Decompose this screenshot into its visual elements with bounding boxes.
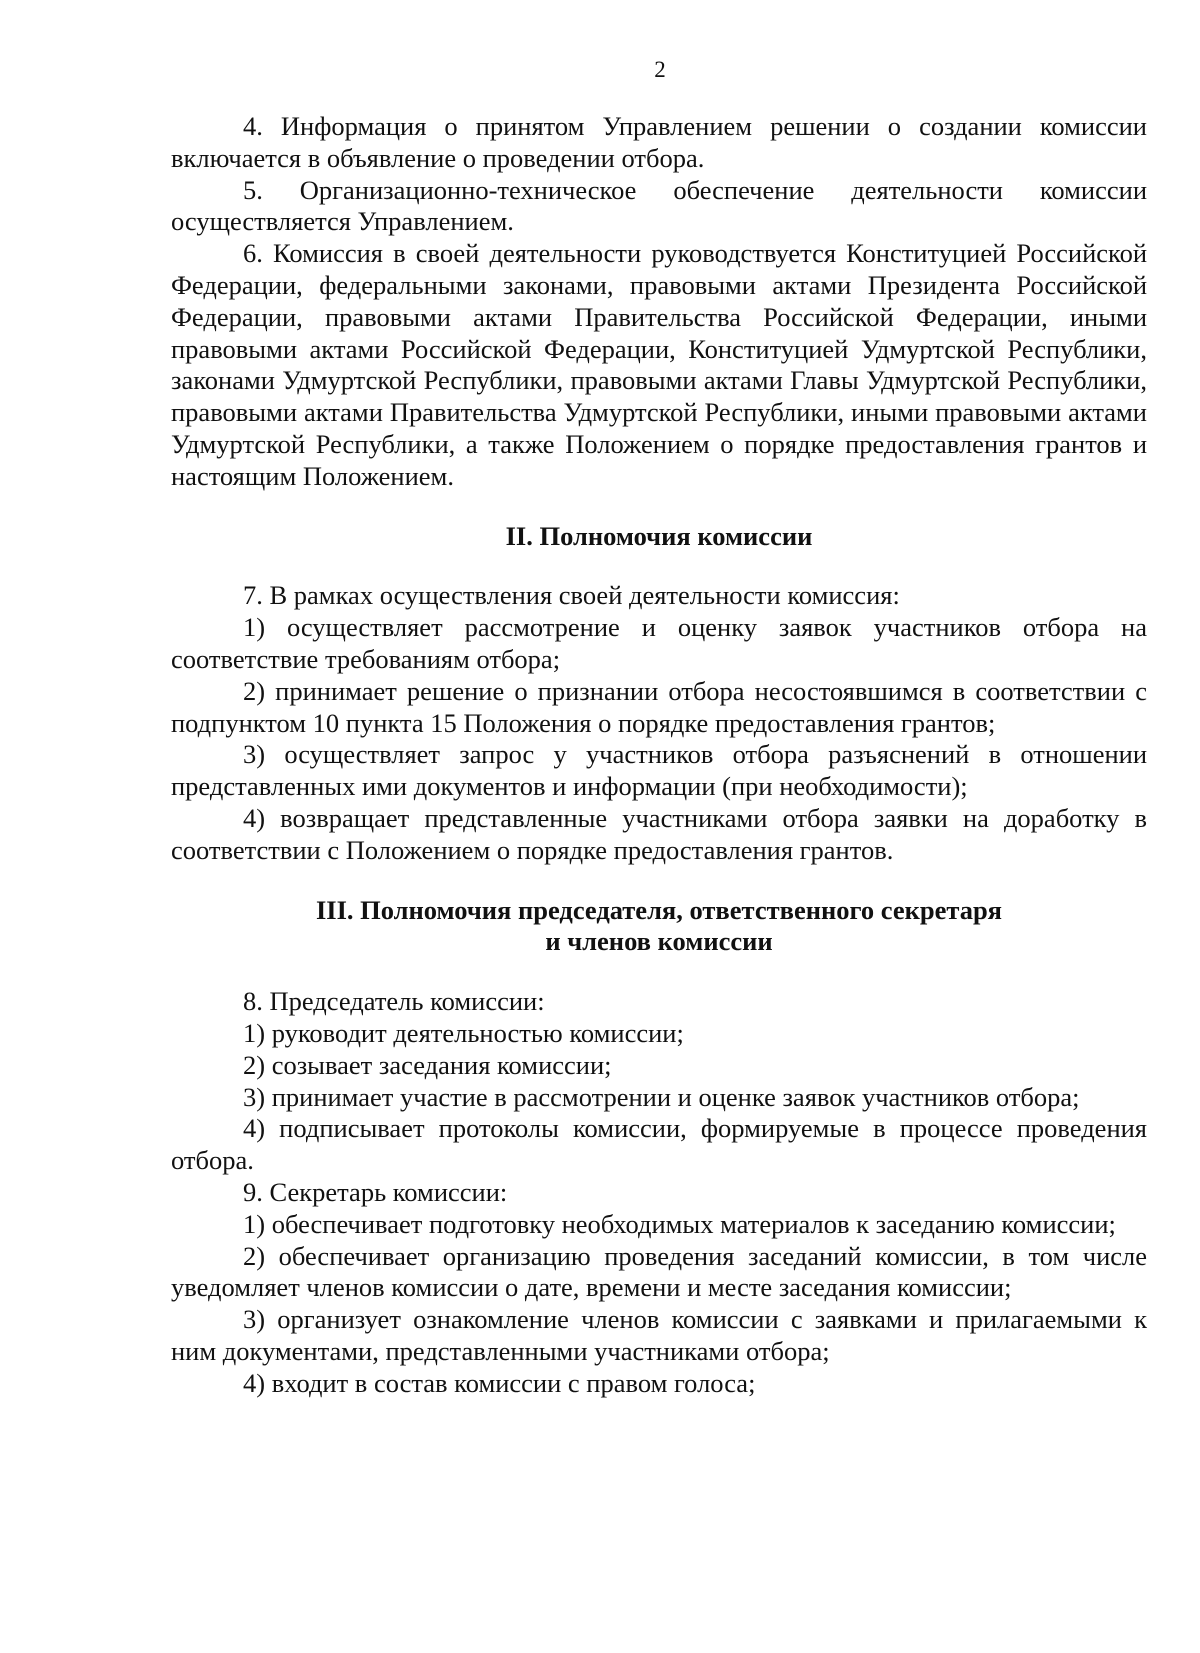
paragraph-item-5: 5. Организационно-техническое обеспечение деятельности комиссии осуществляется Управлением. (171, 174, 1147, 237)
section-heading-line-1: III. Полномочия председателя, ответственного секретаря (315, 894, 1003, 925)
list-item: 3) принимает участие в рассмотрении и оценке заявок участников отбора; (243, 1081, 1080, 1112)
paragraph-item-7: 7. В рамках осуществления своей деятельности комиссия: (243, 580, 900, 611)
list-item: 1) руководит деятельностью комиссии; (243, 1017, 684, 1048)
section-heading-powers-of-commission: II. Полномочия комиссии (505, 520, 813, 551)
list-item: 2) обеспечивает организацию проведения заседаний комиссии, в том числе уведомляет членов комиссии о дате, времени и месте заседания комиссии; (171, 1240, 1147, 1303)
page-number: 2 (654, 57, 666, 82)
section-heading-line-2: и членов комиссии (545, 926, 773, 957)
section-heading-powers-of-chair-secretary-members (171, 895, 1147, 959)
paragraph-item-8: 8. Председатель комиссии: (243, 986, 545, 1017)
list-item: 4) возвращает представленные участниками отбора заявки на доработку в соответствии с Положением о порядке предоставления грантов. (171, 802, 1147, 865)
document-body (171, 111, 1147, 1399)
paragraph-item-4: 4. Информация о принятом Управлением решении о создании комиссии включается в объявление о проведении отбора. (171, 111, 1147, 173)
paragraph-item-9: 9. Секретарь комиссии: (243, 1176, 508, 1207)
list-item: 4) подписывает протоколы комиссии, формируемые в процессе проведения отбора. (171, 1113, 1147, 1176)
list-item: 1) обеспечивает подготовку необходимых материалов к заседанию комиссии; (243, 1208, 1116, 1239)
list-item: 2) принимает решение о признании отбора несостоявшимся в соответствии с подпунктом 10 пункта 15 Положения о порядке предоставления грантов; (171, 675, 1147, 738)
list-item: 3) осуществляет запрос у участников отбора разъяснений в отношении представленных ими документов и информации (при необходимости); (171, 739, 1147, 802)
section-powers-of-chair-secretary-members (171, 986, 1147, 1399)
paragraph-item-6: 6. Комиссия в своей деятельности руководствуется Конституцией Российской Федерации, федеральными законами, правовыми актами Президента Российской Федерации, правовыми актами Правительства Российской Федерации, иными правовыми актами Российской Федерации, Конституцией Удмуртской Республики, законами Удмуртской Республики, правовыми актами Главы Удмуртской Республики, правовыми актами Правительства Удмуртской Республики, иными правовыми актами Удмуртской Республики, а также Положением о порядке предоставления грантов и настоящим Положением. (171, 238, 1147, 491)
list-item: 4) входит в состав комиссии с правом голоса; (243, 1367, 756, 1398)
list-item: 1) осуществляет рассмотрение и оценку заявок участников отбора на соответствие требованиям отбора; (171, 612, 1147, 674)
section-powers-of-commission (171, 580, 1147, 866)
list-item: 3) организует ознакомление членов комиссии с заявками и прилагаемыми к ним документами, представленными участниками отбора; (171, 1304, 1147, 1366)
list-item: 2) созывает заседания комиссии; (243, 1049, 612, 1080)
